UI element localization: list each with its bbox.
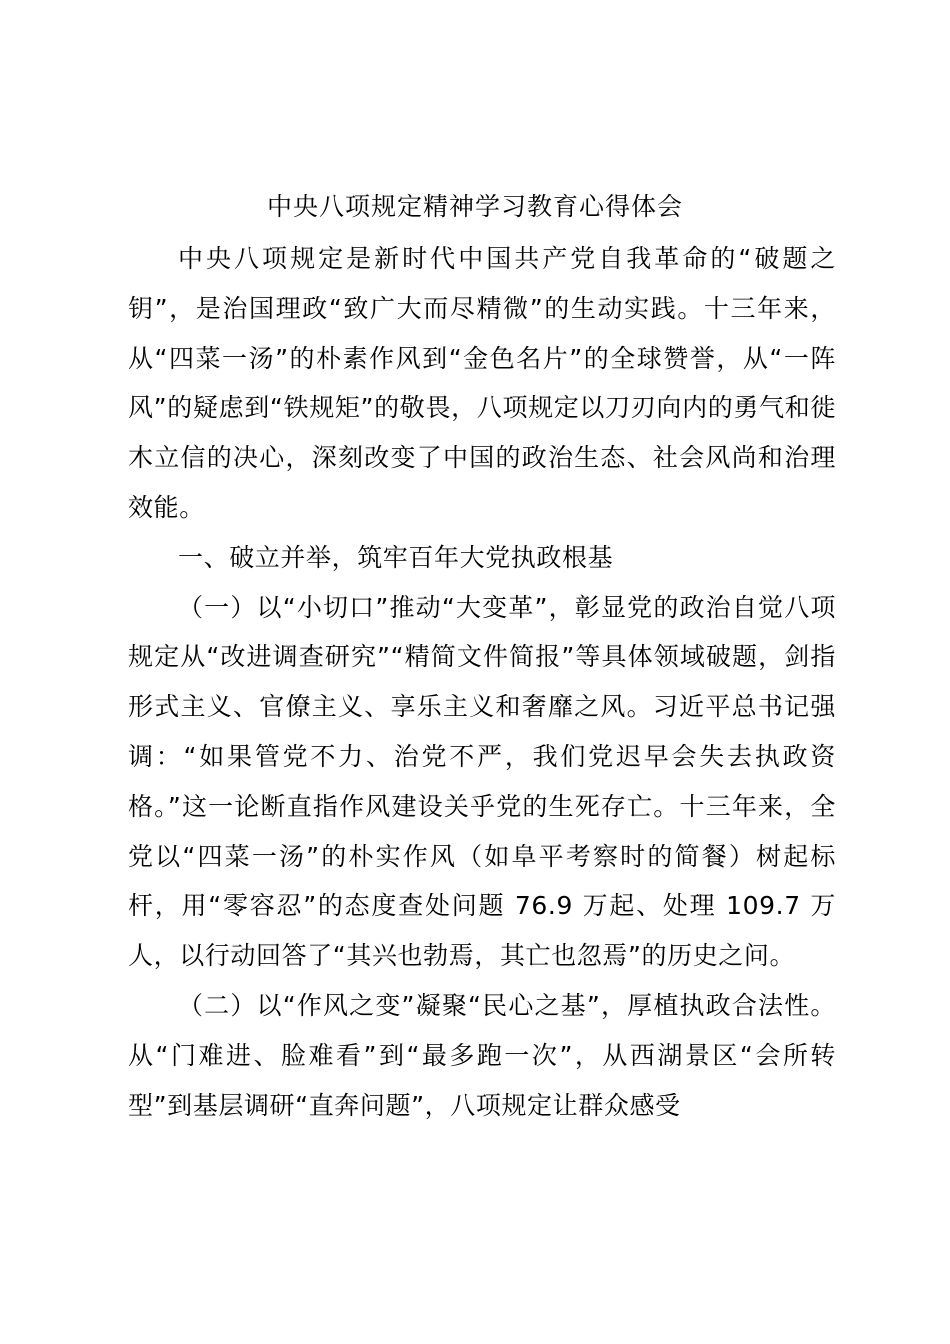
document-body xyxy=(128,234,836,1130)
section-heading-1: 一、破立并举，筑牢百年大党执政根基 xyxy=(178,542,614,572)
paragraph-subsection-1: （一）以“小切口”推动“大变革”，彰显党的政治自觉八项规定从“改进调查研究”“精简文件简报”等具体领域破题，剑指形式主义、官僚主义、享乐主义和奢靡之风。习近平总书记强调：“如果管党不力、治党不严，我们党迟早会失去执政资格。”这一论断直指作风建设关乎党的生死存亡。十三年来，全党以“四菜一汤”的朴实作风（如阜平考察时的简餐）树起标杆，用“零容忍”的态度查处问题 76.9 万起、处理 109.7 万人，以行动回答了“其兴也勃焉，其亡也忽焉”的历史之问。 xyxy=(128,592,836,971)
paragraph-subsection-2: （二）以“作风之变”凝聚“民心之基”，厚植执政合法性。从“门难进、脸难看”到“最多跑一次”，从西湖景区“会所转型”到基层调研“直奔问题”，八项规定让群众感受 xyxy=(128,990,836,1120)
document-title: 中央八项规定精神学习教育心得体会 xyxy=(266,192,683,221)
paragraph-intro: 中央八项规定是新时代中国共产党自我革命的“破题之钥”，是治国理政“致广大而尽精微”的生动实践。十三年来，从“四菜一汤”的朴素作风到“金色名片”的全球赞誉，从“一阵风”的疑虑到“铁规矩”的敬畏，八项规定以刀刃向内的勇气和徙木立信的决心，深刻改变了中国的政治生态、社会风尚和治理效能。 xyxy=(128,244,836,522)
